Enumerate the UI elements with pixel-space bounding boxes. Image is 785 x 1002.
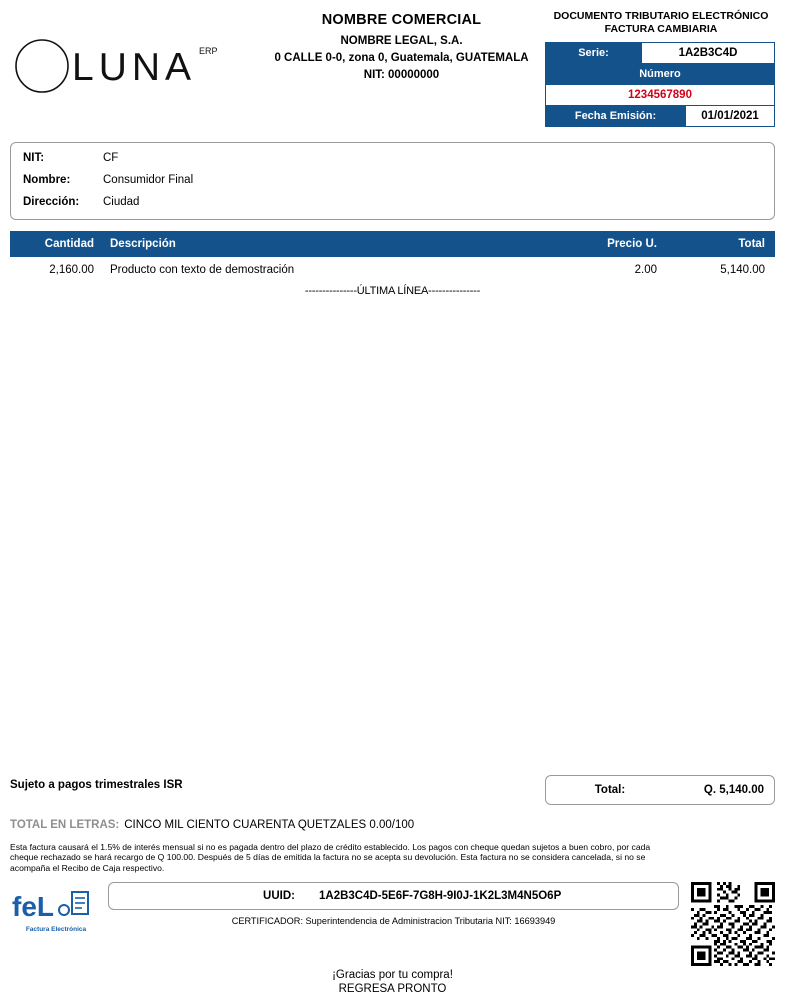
fecha-value: 01/01/2021 bbox=[686, 106, 774, 126]
uuid-box bbox=[108, 882, 679, 910]
total-in-letters-value: CINCO MIL CIENTO CUARENTA QUETZALES 0.00/100 bbox=[124, 818, 415, 831]
numero-value: 1234567890 bbox=[628, 89, 692, 101]
fel-logo bbox=[10, 882, 102, 933]
company-address: 0 CALLE 0-0, zona 0, Guatemala, GUATEMALA bbox=[274, 52, 529, 64]
serie-value: 1A2B3C4D bbox=[642, 43, 774, 63]
row-unit-price: 2.00 bbox=[634, 264, 657, 276]
invoice-header bbox=[8, 0, 777, 140]
uuid-label: UUID: bbox=[263, 890, 295, 902]
numero-value-row bbox=[546, 85, 774, 106]
total-label: Total: bbox=[594, 783, 626, 796]
numero-label: Número bbox=[546, 64, 774, 84]
uuid-value: 1A2B3C4D-5E6F-7G8H-9I0J-1K2L3M4N5O6P bbox=[319, 890, 562, 902]
invoice-footer bbox=[0, 775, 785, 1002]
total-box bbox=[545, 775, 775, 805]
fecha-row bbox=[546, 106, 774, 126]
document-details-table bbox=[545, 42, 775, 127]
total-in-letters bbox=[10, 819, 775, 831]
document-title bbox=[545, 10, 777, 36]
header-total: Total bbox=[738, 238, 765, 250]
numero-header-row bbox=[546, 64, 774, 85]
serie-row bbox=[546, 43, 774, 64]
items-table-header bbox=[10, 231, 775, 257]
svg-text:LUNA: LUNA bbox=[72, 46, 197, 89]
row-description: Producto con texto de demostración bbox=[110, 264, 295, 276]
client-info-box bbox=[10, 142, 775, 220]
client-nit-label: NIT: bbox=[23, 152, 45, 164]
legal-terms-text: Esta factura causará el 1.5% de interés mensual si no es pagada dentro del plazo de crédito establecido. Los pagos con cheque quedan sujetos a buen cobro, por cada cheque rechazado se hará recargo de Q 100.00. Después de 5 días de emitida la factura no se acepta su devolución. Esta factura no se considera cancelada, si no se acompaña el Recibo de Caja respectivo. bbox=[10, 841, 651, 873]
certificador-text: CERTIFICADOR: Superintendencia de Administracion Tributaria NIT: 16693949 bbox=[231, 916, 556, 926]
total-in-letters-label: TOTAL EN LETRAS: bbox=[10, 818, 120, 831]
client-nit-row bbox=[23, 152, 762, 164]
fel-logo-icon bbox=[10, 888, 100, 924]
document-title-line2: FACTURA CAMBIARIA bbox=[604, 23, 718, 35]
client-name-label: Nombre: bbox=[23, 174, 71, 186]
svg-text:ERP: ERP bbox=[199, 46, 218, 56]
uuid-center bbox=[102, 882, 685, 926]
qr-code-icon bbox=[691, 882, 775, 966]
fecha-label: Fecha Emisión: bbox=[546, 106, 686, 126]
document-title-line1: DOCUMENTO TRIBUTARIO ELECTRÓNICO bbox=[553, 10, 769, 22]
client-name-value: Consumidor Final bbox=[103, 174, 194, 186]
last-line-marker: ---------------ÚLTIMA LÍNEA--------------- bbox=[304, 285, 481, 297]
row-total: 5,140.00 bbox=[720, 264, 765, 276]
client-address-value: Ciudad bbox=[103, 196, 140, 208]
company-legal-name: NOMBRE LEGAL, S.A. bbox=[340, 35, 463, 47]
company-info bbox=[258, 6, 545, 81]
svg-text:feL: feL bbox=[12, 891, 54, 922]
uuid-section bbox=[10, 882, 775, 966]
client-address-label: Dirección: bbox=[23, 196, 80, 208]
header-description: Descripción bbox=[110, 238, 176, 250]
thanks-line-1: ¡Gracias por tu compra! bbox=[332, 969, 453, 981]
company-logo bbox=[8, 6, 258, 96]
thanks-message bbox=[10, 968, 775, 996]
row-quantity: 2,160.00 bbox=[49, 264, 94, 276]
total-value: Q. 5,140.00 bbox=[703, 783, 764, 796]
isr-note: Sujeto a pagos trimestrales ISR bbox=[10, 778, 183, 791]
client-nit-value: CF bbox=[103, 152, 119, 164]
company-nit: NIT: 00000000 bbox=[363, 69, 440, 81]
client-name-row bbox=[23, 174, 762, 186]
serie-label: Serie: bbox=[546, 43, 642, 63]
company-commercial-name: NOMBRE COMERCIAL bbox=[321, 12, 482, 28]
totals-section bbox=[10, 775, 775, 805]
table-row bbox=[10, 257, 775, 276]
header-quantity: Cantidad bbox=[44, 238, 94, 250]
thanks-line-2: REGRESA PRONTO bbox=[338, 983, 447, 995]
document-info bbox=[545, 6, 777, 127]
luna-erp-logo-icon bbox=[14, 36, 224, 96]
client-address-row bbox=[23, 196, 762, 208]
header-unit-price: Precio U. bbox=[607, 238, 657, 250]
fel-caption: Factura Electrónica bbox=[25, 926, 87, 933]
